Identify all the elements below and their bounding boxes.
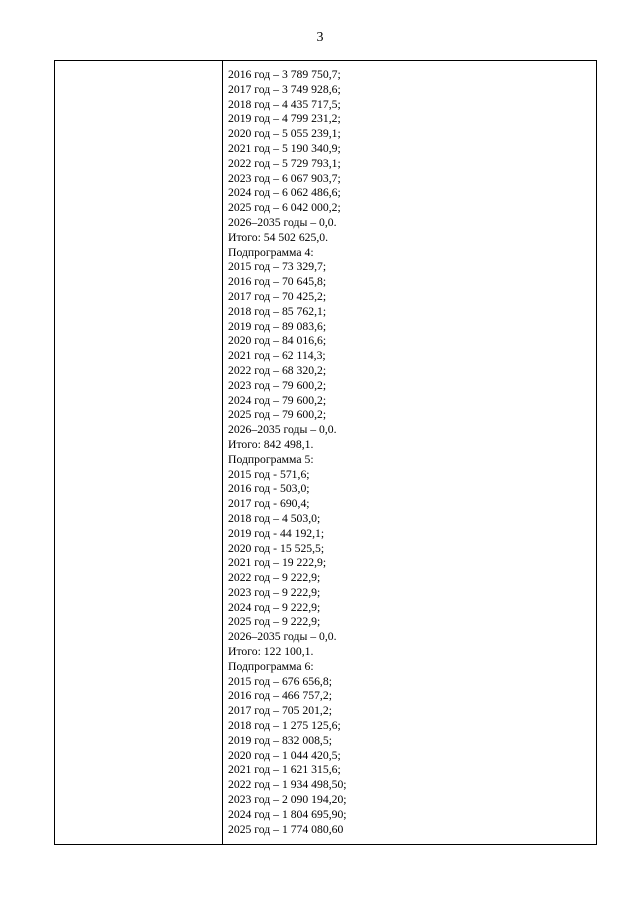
funding-line: 2024 год – 9 222,9; <box>228 600 321 614</box>
funding-line: 2016 год – 466 757,2; <box>228 689 332 703</box>
funding-line: 2016 год - 503,0; <box>228 482 310 496</box>
funding-line: 2023 год – 79 600,2; <box>228 378 327 392</box>
funding-line: 2025 год – 79 600,2; <box>228 408 327 422</box>
funding-line: Подпрограмма 5: <box>228 452 314 466</box>
funding-line: 2024 год – 79 600,2; <box>228 393 327 407</box>
table-left-cell <box>55 61 223 844</box>
funding-line: Подпрограмма 4: <box>228 245 314 259</box>
funding-line: 2015 год – 676 656,8; <box>228 674 332 688</box>
funding-line: 2020 год – 5 055 239,1; <box>228 127 341 141</box>
funding-line: Итого: 842 498,1. <box>228 437 314 451</box>
funding-line: 2018 год – 85 762,1; <box>228 304 327 318</box>
funding-line: 2017 год - 690,4; <box>228 497 310 511</box>
funding-line: 2021 год – 62 114,3; <box>228 349 326 363</box>
funding-line: 2023 год – 2 090 194,20; <box>228 793 347 807</box>
funding-line: 2017 год – 705 201,2; <box>228 704 332 718</box>
funding-line: Подпрограмма 6: <box>228 659 314 673</box>
funding-line: Итого: 54 502 625,0. <box>228 230 329 244</box>
funding-line: 2026–2035 годы – 0,0. <box>228 423 337 437</box>
funding-line: 2018 год – 1 275 125,6; <box>228 719 341 733</box>
funding-line: 2024 год – 6 062 486,6; <box>228 186 341 200</box>
funding-table <box>54 60 597 845</box>
funding-line: 2022 год – 68 320,2; <box>228 363 327 377</box>
funding-line: 2026–2035 годы – 0,0. <box>228 630 337 644</box>
funding-line: 2020 год - 15 525,5; <box>228 541 325 555</box>
funding-line: 2015 год – 73 329,7; <box>228 260 327 274</box>
funding-line: 2023 год – 6 067 903,7; <box>228 171 341 185</box>
funding-line: 2022 год – 5 729 793,1; <box>228 156 341 170</box>
funding-line: 2019 год – 89 083,6; <box>228 319 327 333</box>
funding-line: 2021 год – 5 190 340,9; <box>228 141 341 155</box>
funding-line: 2024 год – 1 804 695,90; <box>228 807 347 821</box>
funding-line: 2020 год – 84 016,6; <box>228 334 327 348</box>
funding-line: 2018 год – 4 503,0; <box>228 511 321 525</box>
funding-line: 2019 год – 4 799 231,2; <box>228 112 341 126</box>
funding-line: 2019 год – 832 008,5; <box>228 733 332 747</box>
funding-line: 2017 год – 3 749 928,6; <box>228 82 341 96</box>
funding-line: 2022 год – 1 934 498,50; <box>228 778 347 792</box>
funding-line: 2015 год - 571,6; <box>228 467 310 481</box>
funding-line: 2020 год – 1 044 420,5; <box>228 748 341 762</box>
funding-line: 2021 год – 1 621 315,6; <box>228 763 341 777</box>
funding-line: 2021 год – 19 222,9; <box>228 556 327 570</box>
page-number: 3 <box>316 30 324 45</box>
funding-line: 2022 год – 9 222,9; <box>228 571 321 585</box>
funding-line: 2025 год – 9 222,9; <box>228 615 321 629</box>
funding-line: 2018 год – 4 435 717,5; <box>228 97 341 111</box>
funding-line: 2017 год – 70 425,2; <box>228 289 327 303</box>
funding-line: 2016 год – 3 789 750,7; <box>228 68 341 81</box>
funding-line: 2025 год – 6 042 000,2; <box>228 201 341 215</box>
table-right-cell <box>223 61 596 844</box>
funding-line: 2023 год – 9 222,9; <box>228 585 321 599</box>
funding-line: 2026–2035 годы – 0,0. <box>228 215 337 229</box>
funding-line: Итого: 122 100,1. <box>228 645 314 659</box>
funding-line: 2016 год – 70 645,8; <box>228 275 327 289</box>
funding-line: 2019 год - 44 192,1; <box>228 526 325 540</box>
funding-line: 2025 год – 1 774 080,60 <box>228 822 344 836</box>
